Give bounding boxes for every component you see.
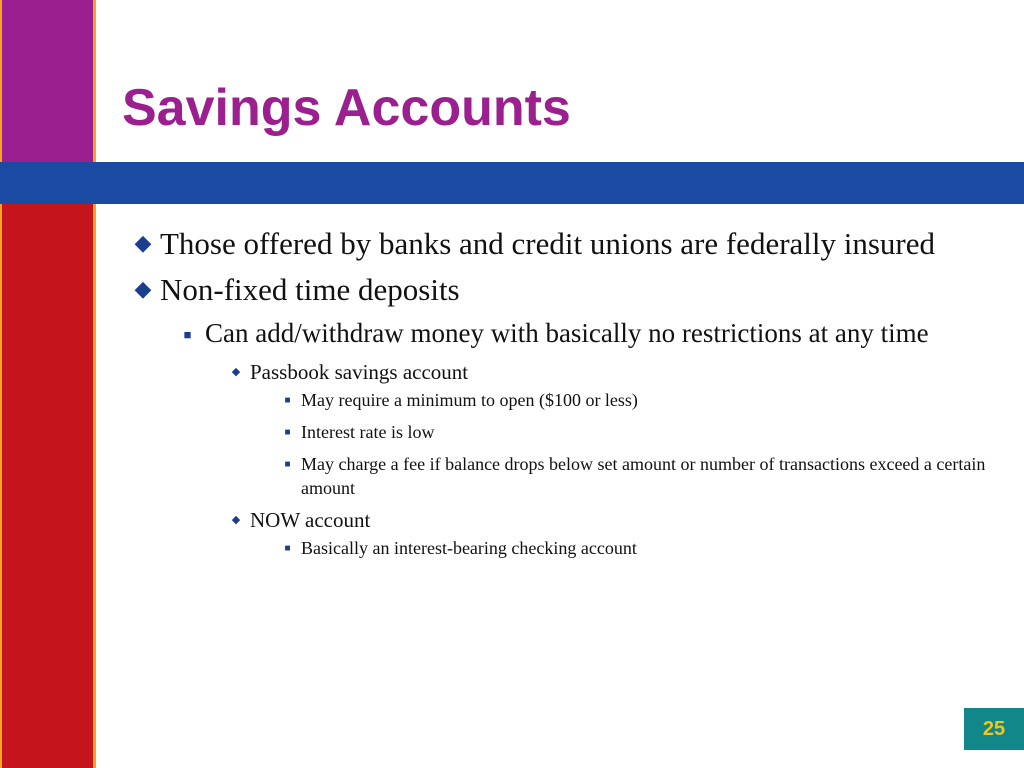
bullet-text: Those offered by banks and credit unions are federally insured [160, 226, 936, 261]
bullet-item [274, 452, 996, 500]
page-number: 25 [982, 717, 1006, 740]
square-icon: ■ [183, 327, 192, 342]
diamond-icon: ◆ [231, 514, 241, 526]
bullet-text: Interest rate is low [301, 422, 435, 442]
square-icon: ■ [284, 395, 291, 406]
bullet-item [274, 536, 996, 562]
title-underline-band [0, 162, 1024, 204]
bullet-text: Non-fixed time deposits [160, 272, 460, 307]
square-icon: ■ [284, 543, 291, 554]
diamond-icon: ◆ [134, 230, 152, 255]
left-bar-red [0, 204, 93, 768]
bullet-text: Basically an interest-bearing checking account [301, 538, 637, 558]
bullet-text: Can add/withdraw money with basically no restrictions at any time [205, 318, 929, 348]
diamond-icon: ◆ [134, 276, 152, 301]
slide-title: Savings Accounts [122, 79, 571, 137]
page-number-box [964, 708, 1024, 750]
left-bar-purple [0, 0, 93, 162]
square-icon: ■ [284, 427, 291, 438]
bullet-text: Passbook savings account [250, 360, 469, 384]
gold-divider-line [93, 0, 96, 768]
bullet-item [126, 270, 996, 310]
bullet-list [126, 224, 996, 568]
bullet-item [274, 420, 996, 446]
bullet-text: May require a minimum to open ($100 or less) [301, 390, 638, 410]
bullet-item [222, 358, 996, 386]
bullet-item [274, 388, 996, 414]
bullet-text: NOW account [250, 508, 371, 532]
bullet-text: May charge a fee if balance drops below set amount or number of transactions exceed a certain amount [301, 454, 986, 498]
left-edge-gold-line [0, 0, 2, 768]
bullet-item [170, 316, 996, 354]
square-icon: ■ [284, 459, 291, 470]
diamond-icon: ◆ [231, 366, 241, 378]
bullet-item [126, 224, 996, 264]
bullet-item [222, 506, 996, 534]
